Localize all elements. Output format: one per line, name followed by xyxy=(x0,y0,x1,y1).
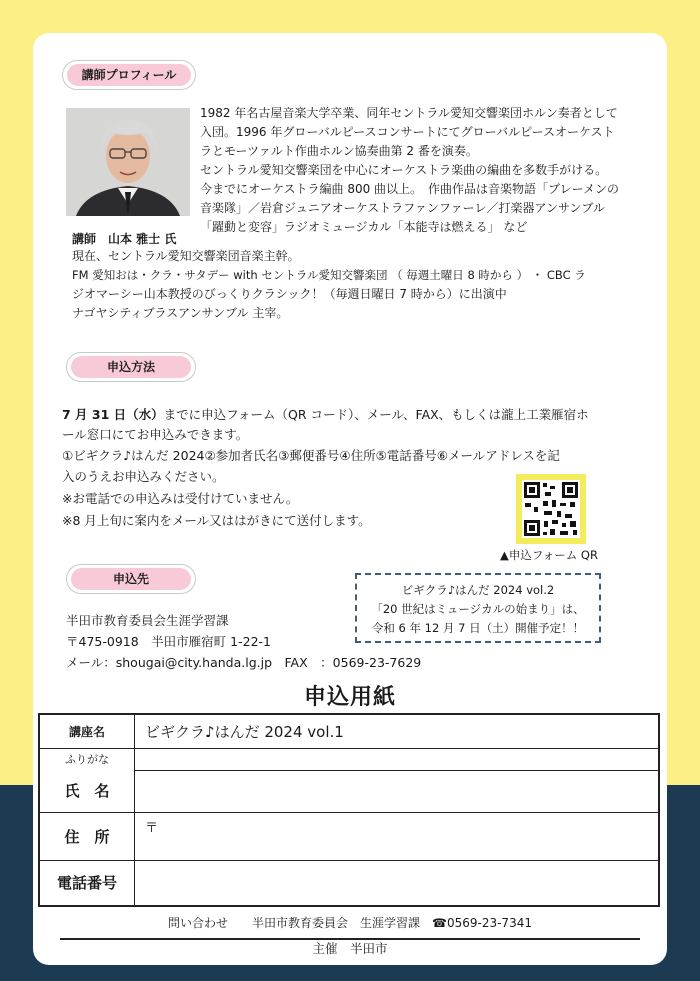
apply-line-1 xyxy=(62,406,589,424)
profile-line: ナゴヤシティブラスアンサンブル 主宰。 xyxy=(72,306,289,320)
apply-heading: 申込方法 xyxy=(71,356,191,378)
furigana-input[interactable] xyxy=(135,748,660,770)
notice-line: ビギクラ♪はんだ 2024 vol.2 xyxy=(401,583,555,597)
phone-label: 電話番号 xyxy=(39,860,135,906)
contact-line: 半田市教育委員会生涯学習課 xyxy=(66,613,229,628)
contact-heading-pill xyxy=(66,564,196,594)
profile-line: 入団。1996 年グローバルピースコンサートにてグローバルピースオーケスト xyxy=(200,125,615,139)
contact-line: メール：shougai@city.handa.lg.jp FAX ：0569-23-7629 xyxy=(66,655,422,670)
course-label: 講座名 xyxy=(39,714,135,748)
host-line: 主催 半田市 xyxy=(312,941,388,956)
form-title: 申込用紙 xyxy=(303,685,396,710)
apply-line: 入のうえお申込みください。 xyxy=(62,469,225,484)
application-form xyxy=(38,713,660,907)
notice-line: 令和 6 年 12 月 7 日（土）開催予定！！ xyxy=(371,621,585,635)
apply-line-1-rest: までに申込フォーム（QR コード）、メール、FAX、もしくは瀧上工業雁宿ホ xyxy=(163,407,589,422)
qr-code[interactable] xyxy=(516,474,586,544)
profile-line: 1982 年名古屋音楽大学卒業、同年セントラル愛知交響楽団ホルン奏者として xyxy=(200,106,618,120)
name-label: 氏 名 xyxy=(39,770,135,812)
course-value: ビギクラ♪はんだ 2024 vol.1 xyxy=(135,714,660,748)
profile-line: 今までにオーケストラ編曲 800 曲以上。 作曲作品は音楽物語「ブレーメンの xyxy=(200,182,619,196)
profile-line: セントラル愛知交響楽団を中心にオーケストラ楽曲の編曲を多数手がける。 xyxy=(200,163,608,177)
contact-heading: 申込先 xyxy=(71,568,191,590)
postal-mark: 〒 xyxy=(145,820,159,836)
profile-line: ジオマーシー山本教授のびっくりクラシック！（毎週日曜日 7 時から）に出演中 xyxy=(72,287,507,301)
phone-input[interactable] xyxy=(135,860,660,906)
profile-heading: 講師プロフィール xyxy=(67,64,191,86)
apply-heading-pill xyxy=(66,352,196,382)
profile-line: 現在、セントラル愛知交響楽団音楽主幹。 xyxy=(72,249,300,263)
profile-heading-pill xyxy=(62,60,196,90)
lecturer-caption: 講師 山本 雅士 氏 xyxy=(72,232,177,246)
furigana-label: ふりがな xyxy=(39,748,135,770)
apply-line: ール窓口にてお申込みできます。 xyxy=(62,427,249,442)
address-label: 住 所 xyxy=(39,812,135,860)
lecturer-photo xyxy=(66,108,190,216)
qr-caption: ▲申込フォーム QR xyxy=(500,548,598,562)
next-event-notice xyxy=(355,573,601,643)
profile-line: 「躍動と変容」ラジオミュージカル「本能寺は燃える」 など xyxy=(200,220,528,234)
profile-line: FM 愛知おは・クラ・サタデー with セントラル愛知交響楽団 （ 毎週土曜日 8 時から ） ・ CBC ラ xyxy=(72,268,586,282)
apply-line: ①ビギクラ♪はんだ 2024②参加者氏名③郵便番号④住所⑤電話番号⑥メールアドレスを記 xyxy=(62,448,560,463)
inquiry-line: 問い合わせ 半田市教育委員会 生涯学習課 ☎0569-23-7341 xyxy=(168,916,532,930)
contact-line: 〒475-0918 半田市雁宿町 1-22-1 xyxy=(66,634,271,649)
profile-line: 音楽隊」／岩倉ジュニアオーケストラファンファーレ／打楽器アンサンブル xyxy=(200,201,605,215)
profile-line: ラとモーツァルト作曲ホルン協奏曲第 2 番を演奏。 xyxy=(200,144,478,158)
apply-line: ※8 月上旬に案内をメール又ははがきにて送付します。 xyxy=(62,513,371,528)
name-input[interactable] xyxy=(135,770,660,812)
address-input[interactable] xyxy=(135,812,660,860)
apply-deadline: 7 月 31 日（水） xyxy=(62,407,164,422)
apply-line: ※お電話での申込みは受付けていません。 xyxy=(62,491,299,506)
notice-line: 「20 世紀はミュージカルの始まり」は、 xyxy=(371,602,585,616)
